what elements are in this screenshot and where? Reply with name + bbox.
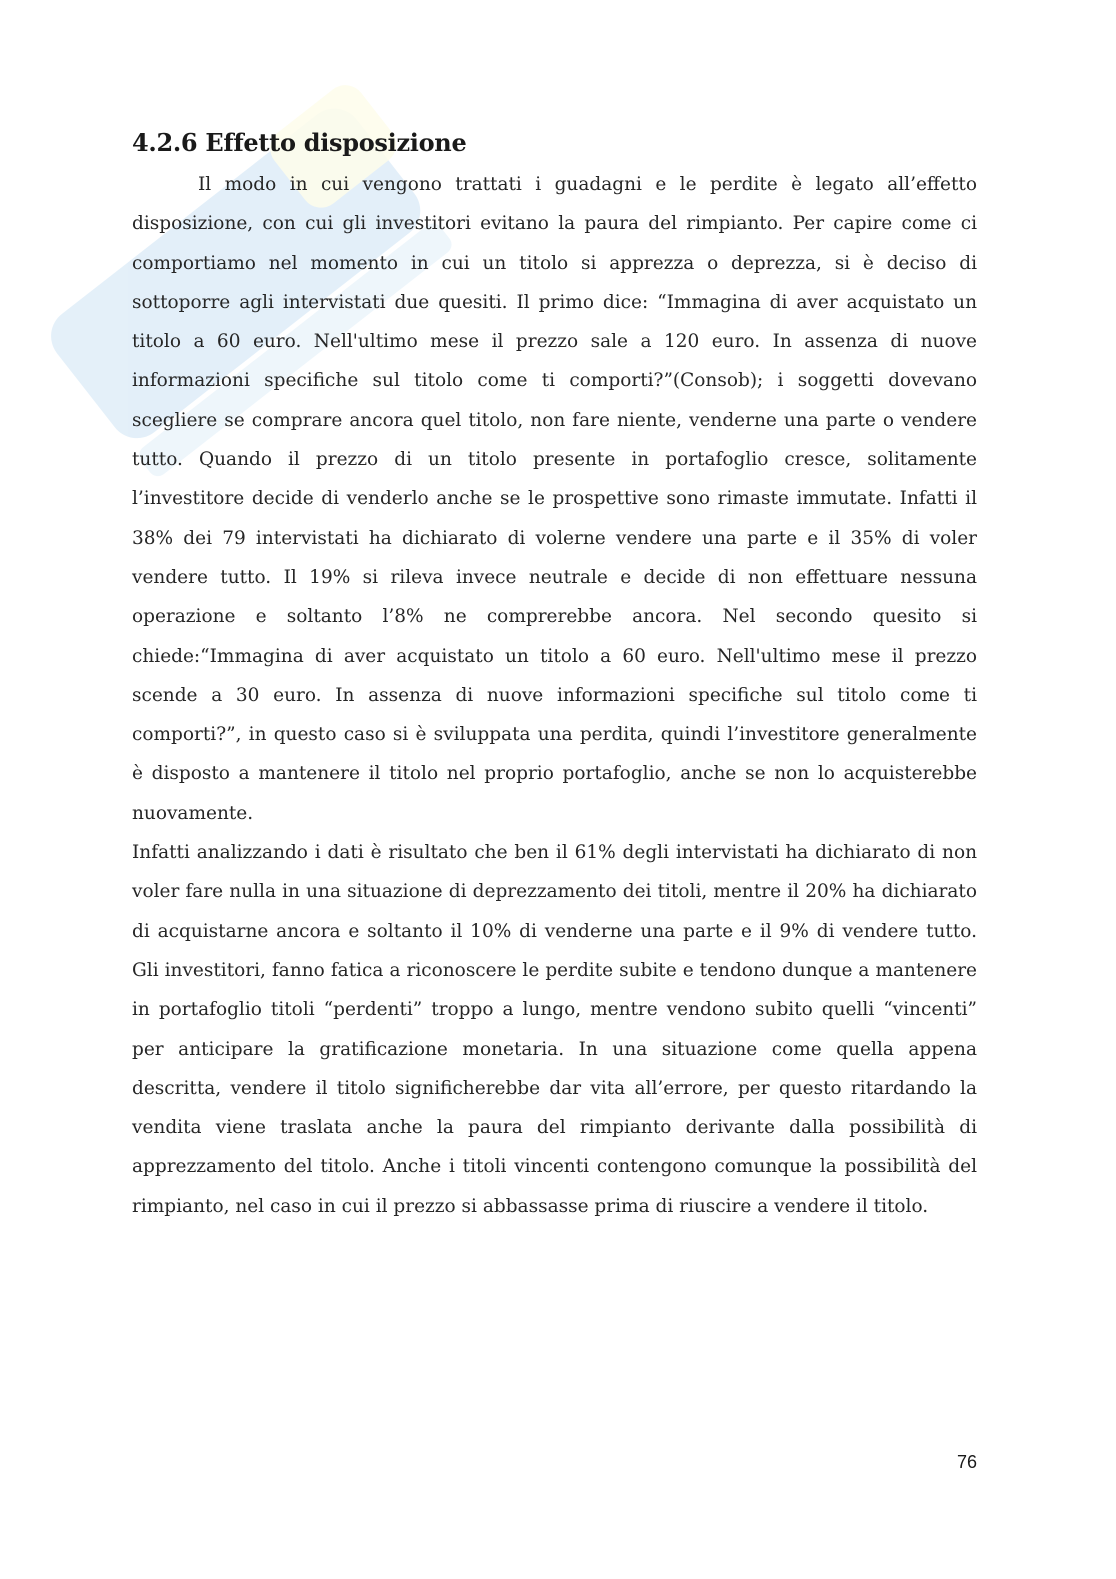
body-paragraph-2: Infatti analizzando i dati è risultato che ben il 61% degli intervistati ha dichiarato di non voler fare nulla in una situazione di deprezzamento dei titoli, mentre il 20% ha dichiarato di acquistarne ancora e soltanto il 10% di venderne una parte e il 9% di vendere tutto. Gli investitori, fanno fatica a riconoscere le perdite subite e tendono dunque a mantenere in portafoglio titoli “perdenti” troppo a lungo, mentre vendono subito quelli “vincenti” per anticipare la gratificazione monetaria. In una situazione come quella appena descritta, vendere il titolo significherebbe dar vita all’errore, per questo ritardando la vendita viene traslata anche la paura del rimpianto derivante dalla possibilità di apprezzamento del titolo. Anche i titoli vincenti contengono comunque la possibilità del rimpianto, nel caso in cui il prezzo si abbassasse prima di riuscire a vendere il titolo.: [132, 842, 977, 1217]
body-paragraph-1: Il modo in cui vengono trattati i guadagni e le perdite è legato all’effetto disposizione, con cui gli investitori evitano la paura del rimpianto. Per capire come ci comportiamo nel momento in cui un titolo si apprezza o deprezza, si è deciso di sottoporre agli intervistati due quesiti. Il primo dice: “Immagina di aver acquistato un titolo a 60 euro. Nell'ultimo mese il prezzo sale a 120 euro. In assenza di nuove informazioni specifiche sul titolo come ti comporti?”(Consob); i soggetti dovevano scegliere se comprare ancora quel titolo, non fare niente, venderne una parte o vendere tutto. Quando il prezzo di un titolo presente in portafoglio cresce, solitamente l’investitore decide di venderlo anche se le prospettive sono rimaste immutate. Infatti il 38% dei 79 intervistati ha dichiarato di volerne vendere una parte e il 35% di voler vendere tutto. Il 19% si rileva invece neutrale e decide di non effettuare nessuna operazione e soltanto l’8% ne comprerebbe ancora. Nel secondo quesito si chiede:“Immagina di aver acquistato un titolo a 60 euro. Nell'ultimo mese il prezzo scende a 30 euro. In assenza di nuove informazioni specifiche sul titolo come ti comporti?”, in questo caso si è sviluppata una perdita, quindi l’investitore generalmente è disposto a mantenere il titolo nel proprio portafoglio, anche se non lo acquisterebbe nuovamente.: [132, 174, 977, 824]
page-number: 76: [956, 1452, 977, 1472]
document-page: [132, 128, 977, 1226]
section-heading: 4.2.6 Effetto disposizione: [132, 128, 467, 157]
